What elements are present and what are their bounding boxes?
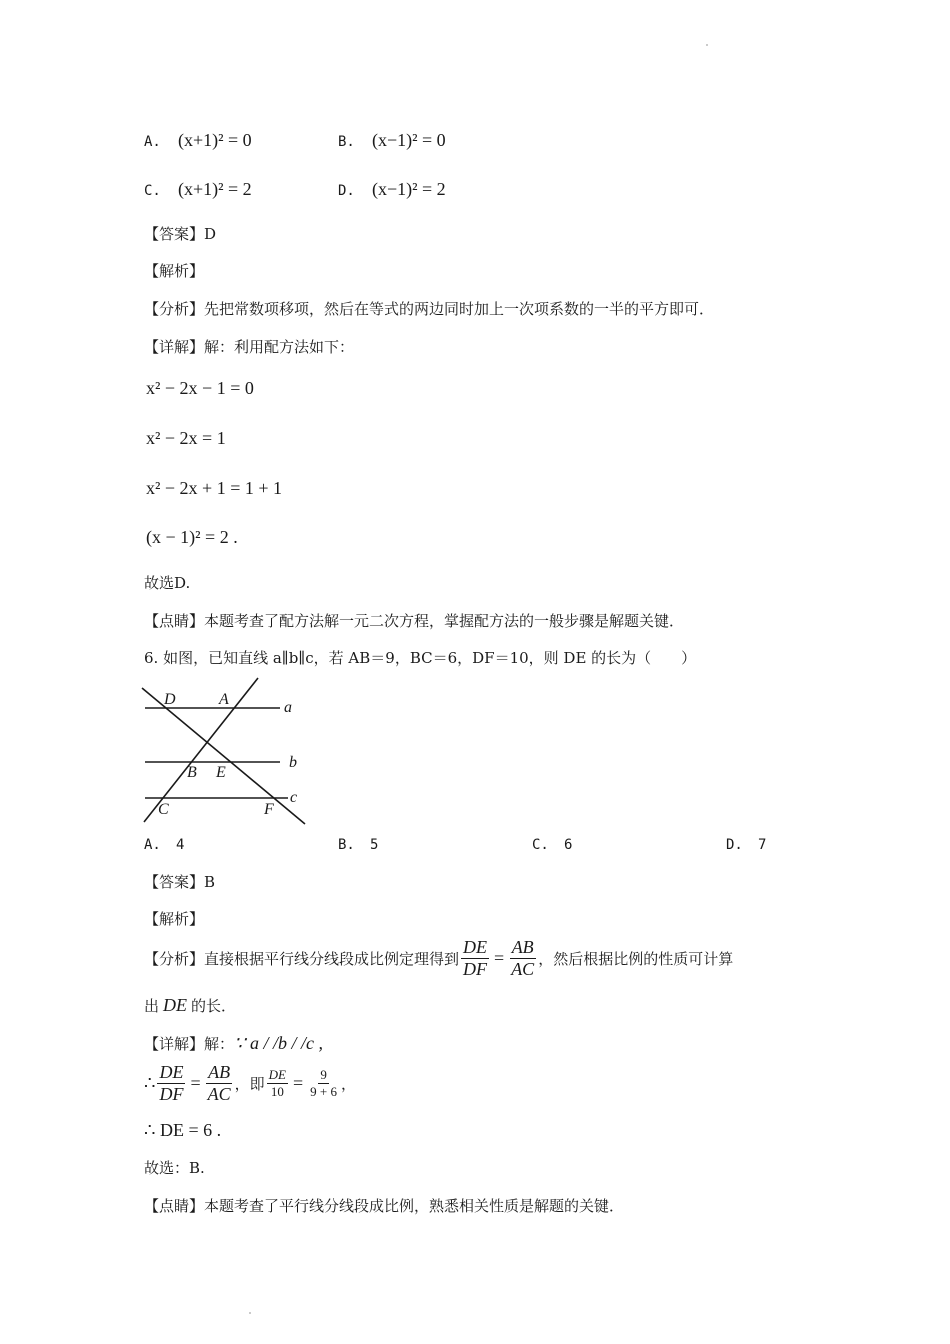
- label-D: D: [164, 691, 176, 708]
- q6-fenxi-line2: 出 DE 的长．: [144, 995, 237, 1015]
- parallel-lines-figure: [140, 676, 315, 828]
- q5-step-2: x² − 2x = 1: [146, 428, 226, 448]
- label-E: E: [216, 764, 226, 781]
- q6-option-d: D. 7: [726, 837, 767, 853]
- q6-option-c: C. 6: [532, 837, 573, 853]
- q5-option-c: C. (x+1)² = 2: [144, 179, 252, 199]
- label-A: A: [219, 691, 229, 708]
- fraction-ab-ac: $\frac{AB}{AC}$: [511, 937, 535, 979]
- q5-xiangjie: 【详解】解：利用配方法如下：: [144, 338, 355, 356]
- scan-dot: [249, 1312, 251, 1314]
- q6-option-b: B. 5: [338, 837, 379, 853]
- q6-fenxi: 【分析】 直接根据平行线分线段成比例定理得到 $\frac{DE}{DF}$ = $\frac{AB}{AC}$ ，然后根据比例的性质可计算: [144, 937, 734, 979]
- label-B: B: [187, 764, 197, 781]
- label-F: F: [264, 801, 274, 818]
- q6-stem: 6. 如图，已知直线 a∥b∥c，若 AB＝9，BC＝6，DF＝10，则 DE 的长为（ ）: [144, 649, 697, 667]
- fraction-de-df: $\frac{DE}{DF}$: [463, 937, 488, 979]
- q5-conclusion: 故选D.: [144, 574, 191, 592]
- q5-answer: 【答案】D: [144, 225, 217, 243]
- q6-answer: 【答案】B: [144, 873, 216, 891]
- label-b: b: [289, 754, 297, 771]
- scan-dot: [706, 44, 708, 46]
- q5-fenxi: 【分析】先把常数项移项，然后在等式的两边同时加上一次项系数的一半的平方即可．: [144, 300, 715, 318]
- fraction-9-15: $\frac{9}{9 + 6}$: [310, 1067, 337, 1099]
- q5-step-3: x² − 2x + 1 = 1 + 1: [146, 478, 283, 498]
- fraction-ab-ac-2: $\frac{AB}{AC}$: [207, 1062, 231, 1104]
- q6-jiexi-heading: 【解析】: [144, 910, 205, 928]
- q5-step-1: x² − 2x − 1 = 0: [146, 378, 254, 398]
- q5-option-a: A. (x+1)² = 0: [144, 130, 252, 150]
- q6-xiangjie: 【详解】解：∵ a / /b / /c ,: [144, 1033, 323, 1053]
- q5-dianjing: 【点睛】本题考查了配方法解一元二次方程，掌握配方法的一般步骤是解题关键．: [144, 612, 685, 630]
- q5-step-4: (x − 1)² = 2 .: [146, 527, 238, 547]
- fraction-de-10: $\frac{DE}{10}$: [268, 1067, 286, 1099]
- q5-jiexi-heading: 【解析】: [144, 262, 205, 280]
- label-a: a: [284, 699, 292, 716]
- q6-result: ∴ DE = 6 .: [144, 1120, 222, 1140]
- label-C: C: [158, 801, 169, 818]
- q6-conclusion: 故选：B.: [144, 1159, 205, 1177]
- q6-dianjing: 【点睛】本题考查了平行线分线段成比例，熟悉相关性质是解题的关键．: [144, 1197, 625, 1215]
- label-c: c: [290, 789, 298, 806]
- q5-option-d: D. (x−1)² = 2: [338, 179, 446, 199]
- q6-option-a: A. 4: [144, 837, 185, 853]
- fraction-de-df-2: $\frac{DE}{DF}$: [159, 1062, 184, 1104]
- q5-option-b: B. (x−1)² = 0: [338, 130, 446, 150]
- q6-ratio-line: ∴ $\frac{DE}{DF}$ = $\frac{AB}{AC}$ ，即 $\frac{DE}{10}$ = $\frac{9}{9 + 6}$ ，: [144, 1062, 356, 1104]
